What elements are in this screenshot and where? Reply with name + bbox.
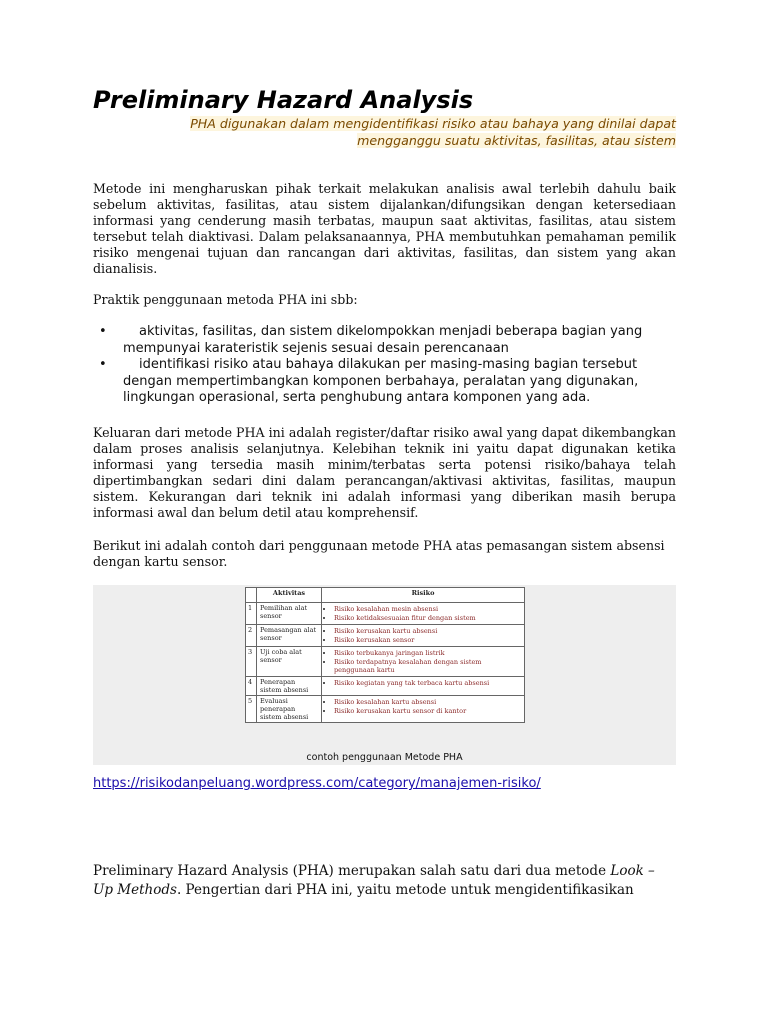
closing-text-start: Preliminary Hazard Analysis (PHA) merupakan salah satu dari dua metode [93,863,611,879]
risk-item: Risiko kesalahan kartu absensi [334,698,437,706]
risk-item: Risiko terdapatnya kesalahan dengan sistem penggunaan kartu [334,658,482,674]
table-row [246,647,525,677]
row-risks [322,677,525,696]
paragraph-example: Berikut ini adalah contoh dari penggunaan metode PHA atas pemasangan sistem absensi dengan kartu sensor. [93,538,665,569]
figure-caption: contoh penggunaan Metode PHA [306,752,463,763]
risk-item: Risiko kerusakan kartu sensor di kantor [334,707,467,715]
row-risks [322,647,525,677]
paragraph-intro: Metode ini mengharuskan pihak terkait melakukan analisis awal terlebih dahulu baik sebelum aktivitas, fasilitas, atau sistem dijalankan/difungsikan dengan ketersediaan informasi yang cenderung masih terbatas, maupun saat aktivitas, fasilitas, atau sistem tersebut telah diaktivasi. Dalam pelaksanaannya, PHA membutuhkan pemahaman pemilik risiko mengenai tujuan dan rancangan dari aktivitas, fasilitas, dan sistem yang akan dianalisis. [93,181,676,276]
risk-item: Risiko kerusakan kartu absensi [334,627,438,635]
risk-item: Risiko kerusakan sensor [334,636,415,644]
list-item [93,324,676,357]
list-item [93,357,676,407]
bullet-text: identifikasi risiko atau bahaya dilakukan per masing-masing bagian tersebut dengan mempertimbangkan komponen berbahaya, peralatan yang digunakan, lingkungan operasional, serta penghubung antara komponen yang ada. [123,357,639,405]
bullet-icon: • [99,357,107,372]
pha-table [245,587,525,723]
table-header-risk: Risiko [322,588,525,603]
row-activity: Pemilihan alat sensor [257,603,322,625]
closing-text-end: . Pengertian dari PHA ini, yaitu metode untuk mengidentifikasikan [176,882,634,898]
page-title: Preliminary Hazard Analysis [93,86,474,114]
table-header-no [246,588,257,603]
row-number: 2 [246,625,257,647]
row-risks [322,603,525,625]
bullet-text: aktivitas, fasilitas, dan sistem dikelompokkan menjadi beberapa bagian yang mempunyai karateristik sejenis sesuai desain perencanaan [123,324,643,356]
row-number: 5 [246,696,257,723]
row-activity: Evaluasi penerapan sistem absensi [257,696,322,723]
risk-item: Risiko ketidaksesuaian fitur dengan sistem [334,614,476,622]
subtitle-line-1: PHA digunakan dalam mengidentifikasi risiko atau bahaya yang dinilai dapat [190,116,676,131]
row-risks [322,625,525,647]
row-activity: Penerapan sistem absensi [257,677,322,696]
subtitle-line-2: mengganggu suatu aktivitas, fasilitas, atau sistem [357,133,676,148]
closing-emphasis: Look – Up Methods [93,863,655,898]
table-row [246,625,525,647]
practice-bullet-list [93,324,676,407]
table-row [246,603,525,625]
row-number: 4 [246,677,257,696]
row-activity: Pemasangan alat sensor [257,625,322,647]
table-row [246,677,525,696]
source-link[interactable]: https://risikodanpeluang.wordpress.com/category/manajemen-risiko/ [93,776,541,791]
row-number: 3 [246,647,257,677]
bullet-icon: • [99,324,107,339]
paragraph-output: Keluaran dari metode PHA ini adalah register/daftar risiko awal yang dapat dikembangkan dalam proses analisis selanjutnya. Kelebihan teknik ini yaitu dapat digunakan ketika informasi yang tersedia masih minim/terbatas serta potensi risiko/bahaya telah dipertimbangkan sedari dini dalam perancangan/aktivasi aktivitas, fasilitas, maupun sistem. Kekurangan dari teknik ini adalah informasi yang diberikan masih berupa informasi awal dan belum detil atau komprehensif. [93,425,676,520]
risk-item: Risiko terbukanya jaringan listrik [334,649,445,657]
row-risks [322,696,525,723]
risk-item: Risiko kegiatan yang tak terbaca kartu absensi [334,679,490,687]
risk-item: Risiko kesalahan mesin absensi [334,605,439,613]
paragraph-practice: Praktik penggunaan metoda PHA ini sbb: [93,292,358,307]
row-number: 1 [246,603,257,625]
paragraph-closing [93,862,676,900]
page-subtitle [93,115,676,149]
table-header-activity: Aktivitas [257,588,322,603]
table-row [246,696,525,723]
row-activity: Uji coba alat sensor [257,647,322,677]
pha-example-figure [93,585,676,765]
